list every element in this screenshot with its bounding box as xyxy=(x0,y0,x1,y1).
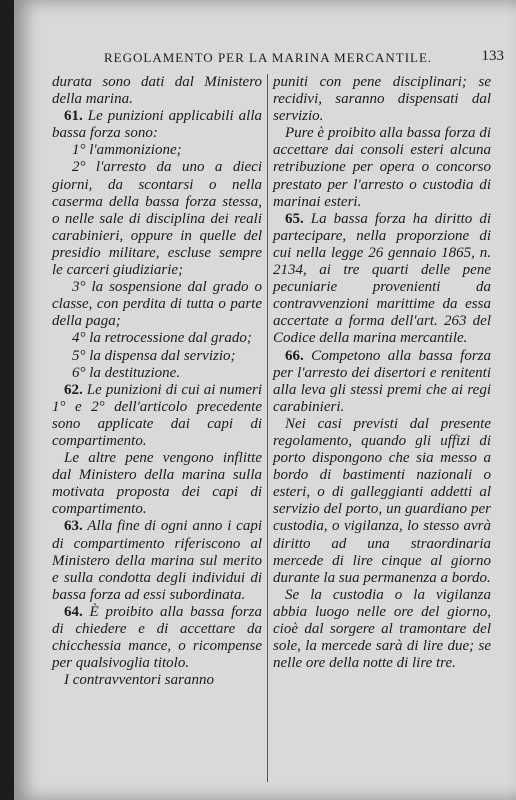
paragraph-text: durata sono dati dal Ministero della marina. xyxy=(52,74,262,108)
paragraph xyxy=(52,518,262,603)
article-number: 64. xyxy=(64,603,83,620)
paragraph-text: Nei casi previsti dal presente regolamento, quando gli uffizi di porto dispongono che sia messo a bordo di bastimenti nazionali o esteri, o di galleggianti addetti al servizio del porto, un guardiano per custodia, o vigilanza, lo stesso avrà diritto ad una straordinaria mercede di lire cinque al giorno durante la sua permanenza a bordo. xyxy=(273,415,491,586)
paragraph xyxy=(273,416,491,587)
page-header xyxy=(104,48,504,68)
paragraph-text: 1° l'ammonizione; xyxy=(72,142,182,159)
left-column xyxy=(52,74,262,689)
paragraph xyxy=(52,672,262,689)
paragraph-text: Pure è proibito alla bassa forza di accettare dai consoli esteri alcuna retribuzione per opera o concorso prestato per l'arresto o custodia di marinai esteri. xyxy=(273,125,491,210)
paragraph-text: La bassa forza ha diritto di partecipare, nella proporzione di cui nella legge 26 gennaio 1865, n. 2134, ai tre quarti delle pene pecuniarie provenienti da contravvenzioni marittime da essa accertate a forma dell'art. 263 del Codice della marina mercantile. xyxy=(273,210,491,347)
paragraph-text: 6° la destituzione. xyxy=(72,364,181,381)
page-number: 133 xyxy=(481,48,504,64)
paragraph xyxy=(273,211,491,348)
paragraph-text: Le punizioni applicabili alla bassa forza sono: xyxy=(52,108,262,142)
paragraph xyxy=(273,348,491,416)
paragraph-text: Alla fine di ogni anno i capi di compartimento riferiscono al Ministero della marina sul merito e sulla condotta degli individui di bassa forza ad essi subordinata. xyxy=(52,518,262,603)
right-column xyxy=(273,74,491,672)
paragraph xyxy=(52,279,262,330)
paragraph-text: È proibito alla bassa forza di chiedere e di accettare da chicchessia mance, o ricompense per qualsivoglia titolo. xyxy=(52,603,262,672)
running-title: REGOLAMENTO PER LA MARINA MERCANTILE. xyxy=(104,50,433,65)
paragraph xyxy=(52,348,262,365)
paragraph xyxy=(273,125,491,210)
paragraph-text: 3° la sospensione dal grado o classe, con perdita di tutta o parte della paga; xyxy=(52,279,262,330)
paragraph-text: Le altre pene vengono inflitte dal Ministero della marina sulla motivata proposta dei capi di compartimento. xyxy=(52,450,262,518)
article-number: 61. xyxy=(64,108,83,125)
paragraph xyxy=(52,365,262,382)
paragraph xyxy=(273,74,491,125)
paragraph xyxy=(52,450,262,518)
column-divider xyxy=(267,74,268,782)
paragraph-text: 5° la dispensa dal servizio; xyxy=(72,347,236,364)
paragraph-text: 2° l'arresto da uno a dieci giorni, da scontarsi o nella caserma della bassa forza stessa, o nelle sale di disciplina dei reali carabinieri, oppure in quelle del presidio militare, escluse sempre le carceri giudiziarie; xyxy=(52,159,262,279)
paragraph xyxy=(52,142,262,159)
book-page xyxy=(14,0,516,800)
article-number: 62. xyxy=(64,381,83,398)
paragraph-text: 4° la retrocessione dal grado; xyxy=(72,330,252,347)
paragraph xyxy=(273,587,491,672)
paragraph xyxy=(52,330,262,347)
article-number: 63. xyxy=(64,518,83,535)
paragraph-text: I contravventori saranno xyxy=(64,672,214,689)
article-number: 66. xyxy=(285,347,304,364)
paragraph xyxy=(52,108,262,142)
paragraph-text: puniti con pene disciplinari; se recidivi, saranno dispensati dal servizio. xyxy=(273,74,491,125)
paragraph xyxy=(52,604,262,672)
paragraph xyxy=(52,382,262,450)
paragraph-text: Competono alla bassa forza per l'arresto dei disertori e renitenti alla leva gli stessi premi che ai regi carabinieri. xyxy=(273,347,491,415)
paragraph-text: Se la custodia o la vigilanza abbia luogo nelle ore del giorno, cioè dal sorgere al tramontare del sole, la mercede sarà di lire due; se nelle ore della notte di lire tre. xyxy=(273,586,491,672)
paragraph-text: Le punizioni di cui ai numeri 1° e 2° dell'articolo precedente sono applicate dai capi di compartimento. xyxy=(52,381,262,449)
paragraph xyxy=(52,159,262,279)
paragraph xyxy=(52,74,262,108)
article-number: 65. xyxy=(285,210,304,227)
